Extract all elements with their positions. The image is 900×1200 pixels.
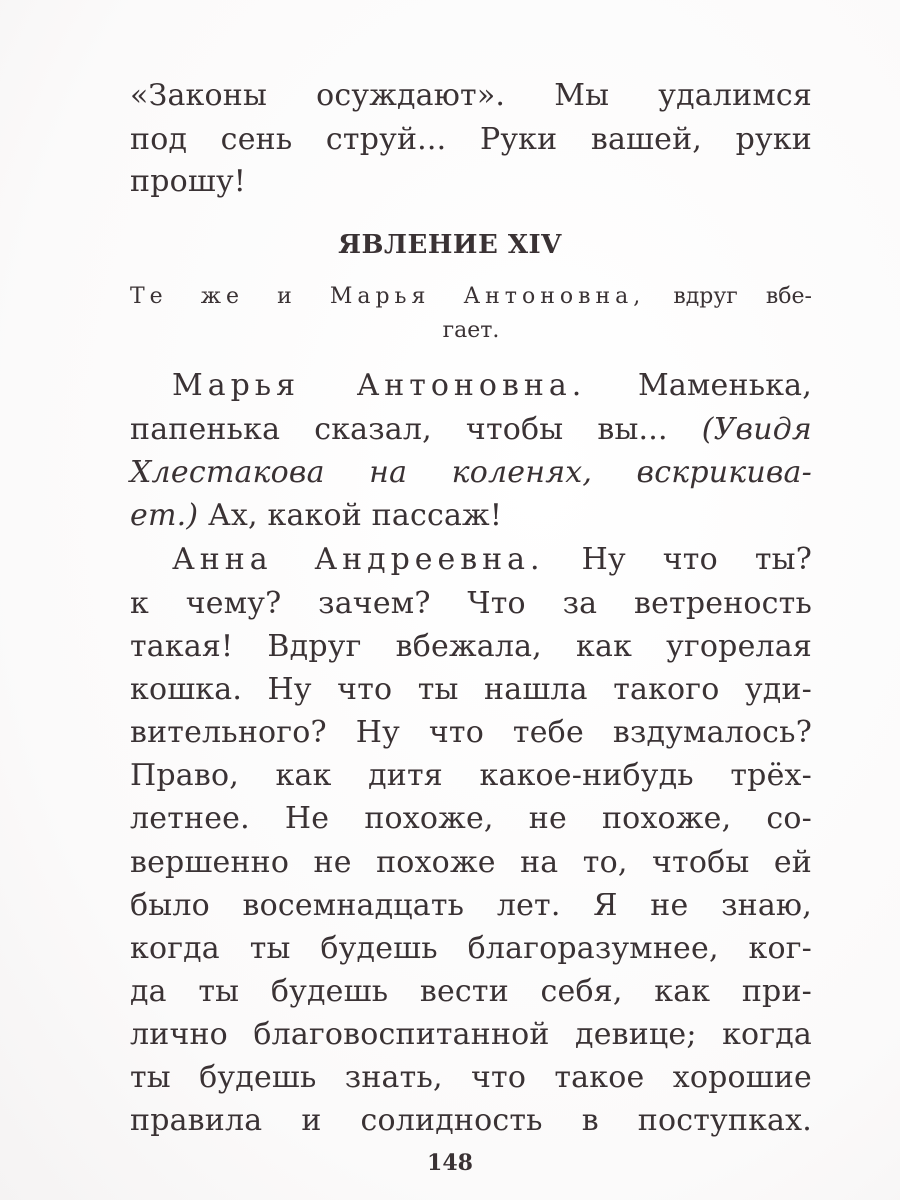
speech-line	[130, 412, 812, 448]
speaker-name: Марья Антоновна.	[172, 368, 587, 403]
speech-line: правила и солидность в поступках.	[130, 1103, 812, 1138]
text-line: прошу!	[130, 164, 247, 199]
speech-text: Ну что ты?	[544, 542, 813, 577]
speech-line: кошка. Ну что ты нашла такого уди-	[130, 672, 812, 707]
speech-line: вершенно не похоже на то, чтобы ей	[130, 845, 812, 880]
page-number: 148	[427, 1150, 473, 1176]
speech-text: Ах, какой пассаж!	[198, 498, 503, 533]
speaker-name: Анна Андреевна.	[172, 542, 545, 577]
speech-line: да ты будешь вести себя, как при-	[130, 974, 812, 1009]
remark-text: ет.)	[130, 498, 199, 533]
speech-line: Право, как дитя какое-нибудь трёх-	[130, 758, 812, 793]
speech-line: к чему? зачем? Что за ветреность	[130, 586, 812, 621]
speech-line	[172, 368, 812, 404]
speech-line: такая! Вдруг вбежала, как угорелая	[130, 629, 812, 664]
stage-direction-characters: Те же и Марья Антоновна,	[130, 284, 646, 309]
speech-line	[130, 498, 812, 534]
speech-text: папенька сказал, чтобы вы...	[130, 412, 702, 447]
stage-direction	[130, 282, 812, 312]
speech-text: Маменька,	[586, 368, 813, 403]
speech-line: было восемнадцать лет. Я не знаю,	[130, 888, 812, 923]
remark-line: Хлестакова на коленях, вскрикива-	[130, 455, 812, 490]
speech-line	[172, 542, 812, 578]
scene-heading: ЯВЛЕНИЕ XIV	[338, 230, 562, 260]
remark-text: (Увидя	[701, 412, 812, 447]
speech-line: летнее. Не похоже, не похоже, со-	[130, 801, 812, 836]
speech-line: когда ты будешь благоразумнее, ког-	[130, 931, 812, 966]
stage-direction-text: вдруг вбе-	[645, 284, 812, 309]
stage-direction-cont: гает.	[442, 318, 500, 343]
speech-line: вительного? Ну что тебе вздумалось?	[130, 715, 812, 750]
text-line: под сень струй... Руки вашей, руки	[130, 122, 812, 157]
speech-line: лично благовоспитанной девице; когда	[130, 1017, 812, 1052]
text-line: «Законы осуждают». Мы удалимся	[130, 78, 812, 113]
speech-line: ты будешь знать, что такое хорошие	[130, 1060, 812, 1095]
